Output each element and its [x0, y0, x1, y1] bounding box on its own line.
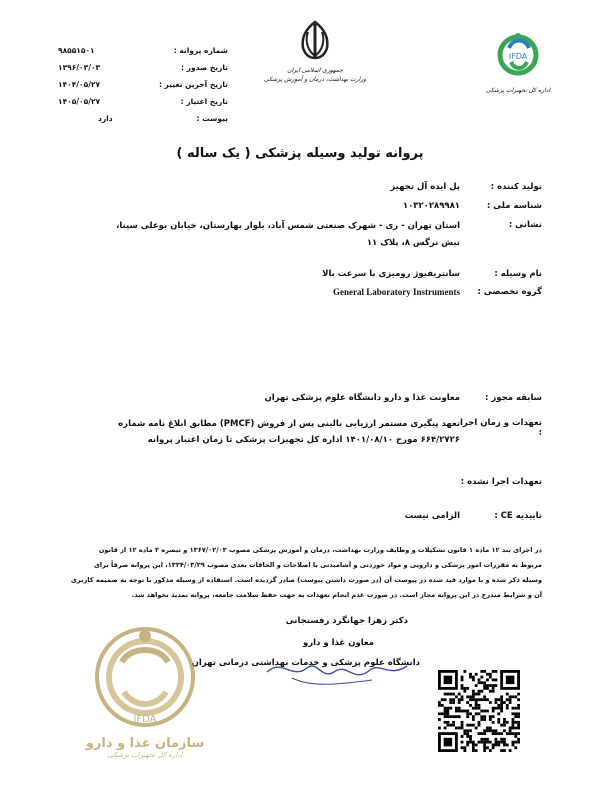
obligations-line2: ۶۶۴/۲۷۲۶ مورخ ۱۴۰۱/۰۸/۱۰ اداره کل تجهیزات پزشکی تا زمان اعتبار پروانه: [147, 435, 460, 445]
obligations-label: تعهدات و زمان اجرا :: [460, 418, 542, 438]
license-number-label: شماره پروانه :: [173, 46, 228, 55]
manufacturer-row: [52, 178, 542, 196]
svg-text:IFDA: IFDA: [508, 52, 528, 61]
national-id-label: شناسه ملی :: [486, 201, 542, 211]
address-line1: استان تهران - ری - شهرک صنعتی شمس آباد، بلوار بهارستان، خیابان بوعلی سینا،: [116, 221, 460, 231]
ce-row: [52, 506, 542, 526]
paragraph-line-2: مربوط به مقررات امور پزشکی و دارویی و مواد خوردنی و آشامیدنی با اصلاحات و الحاقات بعدی مصوب ۱۳۳۴/۰۳/۲۹، این پروانه صرفاً برای: [93, 561, 542, 569]
validity-row: [58, 93, 228, 110]
address-line2: نبش نرگس ۸، پلاک ۱۱: [366, 238, 460, 248]
attachment-row: [58, 110, 228, 127]
emblem-line2: وزارت بهداشت، درمان و آموزش پزشکی: [263, 76, 367, 83]
paragraph-line-3: وسیله ذکر شده و با موارد قید شده در پیوست آن (در صورت داشتن پیوست) صادر گردیده است. استفاده از وسیله مذکور با توجه به ضمیمه کاربری: [70, 576, 542, 584]
iran-emblem: [250, 18, 380, 84]
official-seal: [80, 622, 210, 759]
national-id-row: [52, 196, 542, 216]
obligations-line1: تعهد پیگیری مستمر ارزیابی بالینی پس از فروش (PMCF) مطابق ابلاغ نامه شماره: [118, 419, 460, 429]
ce-value: الزامی نیست: [404, 511, 460, 521]
address-row: [52, 218, 542, 252]
group-row: [52, 284, 542, 300]
legal-paragraph: [58, 543, 542, 603]
last-change-row: [58, 76, 228, 93]
handwritten-signature: [262, 650, 412, 690]
manufacturer-value: پل ایده آل تجهیز: [390, 182, 460, 192]
history-label: سابقه مجوز :: [485, 393, 542, 403]
executed-label: تعهدات اجرا نشده :: [460, 477, 542, 487]
device-row: [52, 264, 542, 284]
ce-label: تاییدیه CE :: [494, 511, 542, 521]
qr-code: [438, 670, 520, 752]
ifda-logo-icon: [491, 28, 545, 82]
logo-caption: اداره کل تجهیزات پزشکی: [485, 87, 551, 94]
national-id-value: ۱۰۳۲۰۲۸۹۹۸۱: [402, 201, 460, 211]
document-title: پروانه تولید وسیله پزشکی ( یک ساله ): [176, 146, 424, 161]
emblem-icon: [293, 18, 337, 62]
seal-tag: IFDA: [133, 714, 157, 725]
emblem-line1: جمهوری اسلامی ایران: [287, 67, 343, 74]
issue-date: ۱۳۹۶/۰۳/۰۳: [58, 63, 101, 72]
validity-label: تاریخ اعتبار :: [180, 97, 228, 106]
signer-org: دانشگاه علوم پزشکی و خدمات بهداشتی درمانی تهران: [191, 658, 420, 668]
attachment-label: پیوست :: [196, 114, 228, 123]
obligations-row: [52, 416, 542, 448]
license-number-row: [58, 42, 228, 59]
executed-row: [52, 472, 542, 492]
group-label: گروه تخصصی :: [477, 287, 542, 297]
last-change: ۱۴۰۴/۰۵/۲۷: [58, 80, 101, 89]
signer-name: دکتر زهرا جهانگرد رفسنجانی: [285, 616, 408, 626]
last-change-label: تاریخ آخرین تغییر :: [158, 80, 228, 89]
history-value: معاونت غذا و دارو دانشگاه علوم پزشکی تهران: [264, 393, 460, 403]
device-label: نام وسیله :: [494, 269, 542, 279]
seal-name: سازمان غذا و دارو: [85, 736, 205, 751]
seal-logo-icon: [90, 622, 200, 732]
ifda-logo: [478, 28, 558, 95]
group-value: General Laboratory Instruments: [333, 287, 460, 297]
signer-title: معاون غذا و دارو: [302, 638, 374, 648]
history-row: [52, 388, 542, 408]
fields-block: [52, 178, 542, 526]
paragraph-line-4: آن و شرایط مندرج در این پروانه مجاز است. در صورت عدم انجام تعهدات به جهت حفظ سلامت جامعه، پروانه تمدید نخواهد شد.: [131, 591, 542, 599]
license-meta: [58, 42, 228, 127]
address-label: نشانی :: [508, 220, 542, 230]
paragraph-line-1: در اجرای بند ۱۲ ماده ۱ قانون تشکیلات و وظایف وزارت بهداشت، درمان و آموزش پزشکی مصوب ۱۳۶۷/۰۲/۰۳ و تبصره ۲ ماده ۱۲ از قانون: [98, 546, 542, 554]
device-value: سانتریفیوژ رومیزی با سرعت بالا: [322, 269, 460, 279]
seal-sub: اداره کل تجهیزات پزشکی: [107, 751, 183, 759]
issue-date-label: تاریخ صدور :: [181, 63, 228, 72]
issue-date-row: [58, 59, 228, 76]
attachment: دارد: [98, 114, 113, 123]
validity: ۱۴۰۵/۰۵/۲۷: [58, 97, 101, 106]
manufacturer-label: تولید کننده :: [490, 182, 542, 192]
license-number: ۹۸۵۵۱۵۰۱: [58, 46, 95, 55]
